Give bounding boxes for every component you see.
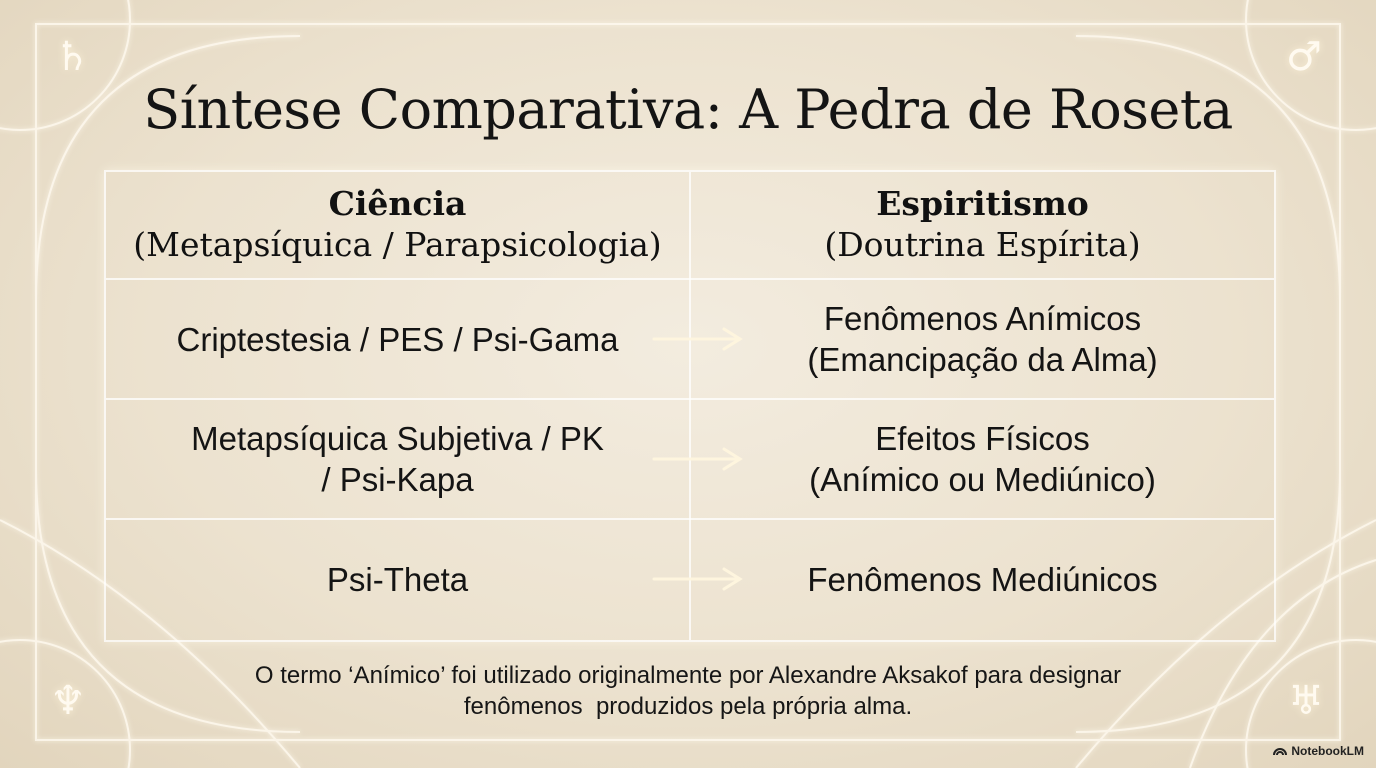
notebooklm-logo-icon xyxy=(1273,746,1287,756)
mars-symbol-icon: ♂ xyxy=(1286,34,1322,80)
brand-label: NotebookLM xyxy=(1291,744,1364,758)
cell-text: Psi-Theta xyxy=(326,560,469,598)
cell-text: Efeitos Físicos xyxy=(875,420,1090,457)
arrow-right-icon xyxy=(650,444,746,474)
row-3-left xyxy=(106,520,689,638)
page-title: Síntese Comparativa: A Pedra de Roseta xyxy=(143,78,1233,141)
row-3-right xyxy=(691,520,1274,638)
header-title: Ciência xyxy=(328,184,467,223)
header-science xyxy=(106,172,689,278)
row-2-right xyxy=(691,400,1274,518)
footnote xyxy=(150,660,1226,722)
brand-watermark xyxy=(1273,744,1364,758)
row-1-left xyxy=(106,280,689,398)
saturn-symbol-icon: ♄ xyxy=(54,34,90,80)
cell-text: (Emancipação da Alma) xyxy=(807,341,1158,378)
cell-text: Criptestesia / PES / Psi-Gama xyxy=(176,320,619,358)
row-1-right xyxy=(691,280,1274,398)
row-2-left xyxy=(106,400,689,518)
cell-text: (Anímico ou Mediúnico) xyxy=(809,461,1156,498)
comparison-table xyxy=(104,170,1276,642)
header-spiritism xyxy=(691,172,1274,278)
cell-text: / Psi-Kapa xyxy=(321,461,474,498)
uranus-symbol-icon: ♅ xyxy=(1288,678,1324,724)
header-title: Espiritismo xyxy=(876,184,1089,223)
cell-text: Metapsíquica Subjetiva / PK xyxy=(191,420,604,457)
footnote-line: fenômenos produzidos pela própria alma. xyxy=(463,693,913,720)
cell-text: Fenômenos Mediúnicos xyxy=(807,560,1158,598)
neptune-symbol-icon: ♆ xyxy=(50,678,86,724)
header-subtitle: (Doutrina Espírita) xyxy=(824,225,1141,264)
arrow-right-icon xyxy=(650,564,746,594)
footnote-line: O termo ‘Anímico’ foi utilizado originalmente por Alexandre Aksakof para designar xyxy=(254,662,1122,689)
arrow-right-icon xyxy=(650,324,746,354)
header-subtitle: (Metapsíquica / Parapsicologia) xyxy=(133,225,662,264)
cell-text: Fenômenos Anímicos xyxy=(823,300,1142,337)
